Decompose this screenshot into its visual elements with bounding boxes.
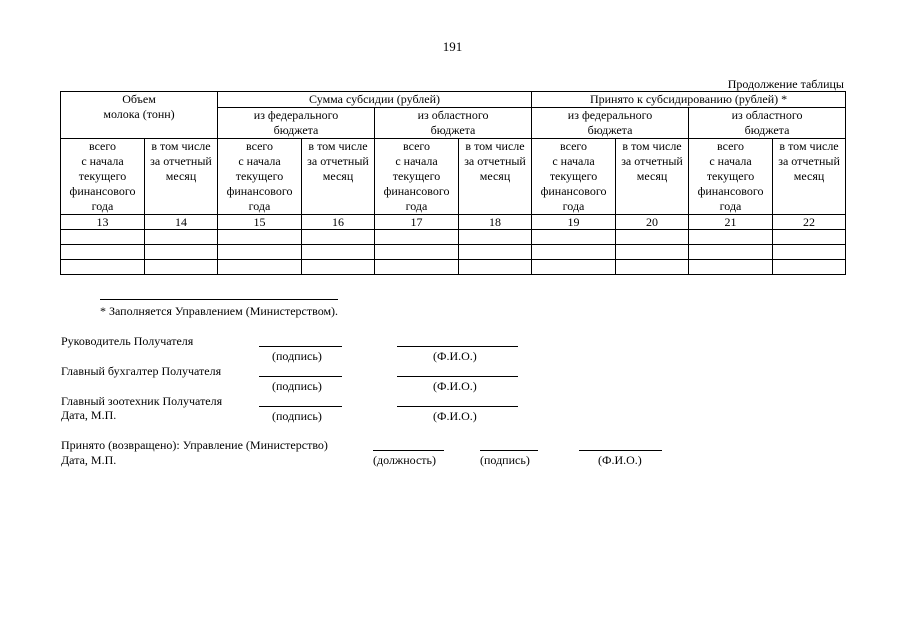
- table-cell: [375, 260, 459, 275]
- header-total-since-year-start: всего с начала текущего финансового года: [218, 139, 302, 215]
- header-reporting-month: в том числе за отчетный месяц: [773, 139, 846, 215]
- table-cell: [532, 230, 616, 245]
- column-number: 16: [302, 215, 375, 230]
- table-cell: [689, 245, 773, 260]
- signature-caption: (подпись): [272, 379, 322, 393]
- header-accepted-federal: из федерального бюджета: [532, 108, 689, 139]
- column-number-row: [61, 215, 846, 230]
- footnote: * Заполняется Управлением (Министерством).: [100, 304, 339, 318]
- signature-caption: (подпись): [272, 349, 322, 363]
- table-row: [61, 245, 846, 260]
- name-line: [397, 376, 518, 377]
- column-number: 20: [616, 215, 689, 230]
- chief-accountant-label: Главный бухгалтер Получателя: [61, 364, 222, 378]
- table-cell: [616, 230, 689, 245]
- header-total-since-year-start: всего с начала текущего финансового года: [375, 139, 459, 215]
- table-cell: [689, 230, 773, 245]
- name-caption: (Ф.И.О.): [433, 409, 477, 423]
- table-cell: [145, 260, 218, 275]
- name-caption: (Ф.И.О.): [598, 453, 642, 467]
- subsidy-table: [60, 91, 846, 275]
- table-cell: [218, 260, 302, 275]
- table-cell: [302, 260, 375, 275]
- column-number: 19: [532, 215, 616, 230]
- footnote-rule: [100, 299, 338, 300]
- table-cell: [218, 230, 302, 245]
- header-reporting-month: в том числе за отчетный месяц: [145, 139, 218, 215]
- table-cell: [145, 230, 218, 245]
- header-subsidy-regional: из областного бюджета: [375, 108, 532, 139]
- signature-caption: (подпись): [272, 409, 322, 423]
- column-number: 13: [61, 215, 145, 230]
- table-cell: [375, 230, 459, 245]
- table-continuation-label: Продолжение таблицы: [727, 77, 844, 91]
- header-reporting-month: в том числе за отчетный месяц: [459, 139, 532, 215]
- header-total-since-year-start: всего с начала текущего финансового года: [689, 139, 773, 215]
- table-cell: [773, 230, 846, 245]
- signature-line: [259, 376, 342, 377]
- table-cell: [218, 245, 302, 260]
- table-cell: [61, 260, 145, 275]
- signature-caption: (подпись): [480, 453, 530, 467]
- table-row: [61, 260, 846, 275]
- header-reporting-month: в том числе за отчетный месяц: [302, 139, 375, 215]
- table-cell: [375, 245, 459, 260]
- table-cell: [773, 260, 846, 275]
- header-reporting-month: в том числе за отчетный месяц: [616, 139, 689, 215]
- column-number: 15: [218, 215, 302, 230]
- table-cell: [616, 245, 689, 260]
- table-cell: [689, 260, 773, 275]
- table-header-row-1: [61, 92, 846, 108]
- page-number: 191: [442, 39, 463, 54]
- header-subsidy-sum: Сумма субсидии (рублей): [218, 92, 532, 108]
- table-cell: [302, 230, 375, 245]
- table-cell: [532, 245, 616, 260]
- name-caption: (Ф.И.О.): [433, 349, 477, 363]
- column-number: 14: [145, 215, 218, 230]
- column-number: 17: [375, 215, 459, 230]
- table-cell: [61, 245, 145, 260]
- chief-zootechnician-label: Главный зоотехник Получателя: [61, 394, 223, 408]
- signature-line: [480, 450, 538, 451]
- table-cell: [459, 245, 532, 260]
- table-header-row-3: [61, 139, 846, 215]
- position-caption: (должность): [373, 453, 436, 467]
- table-cell: [773, 245, 846, 260]
- date-stamp-label: Дата, М.П.: [61, 453, 117, 467]
- name-caption: (Ф.И.О.): [433, 379, 477, 393]
- table-cell: [61, 230, 145, 245]
- name-line: [397, 346, 518, 347]
- column-number: 21: [689, 215, 773, 230]
- table-cell: [302, 245, 375, 260]
- name-line: [397, 406, 518, 407]
- header-total-since-year-start: всего с начала текущего финансового года: [532, 139, 616, 215]
- signature-line: [259, 346, 342, 347]
- table-cell: [616, 260, 689, 275]
- column-number: 22: [773, 215, 846, 230]
- name-line: [579, 450, 662, 451]
- header-total-since-year-start: всего с начала текущего финансового года: [61, 139, 145, 215]
- header-subsidy-federal: из федерального бюджета: [218, 108, 375, 139]
- column-number: 18: [459, 215, 532, 230]
- signature-line: [259, 406, 342, 407]
- date-stamp-label: Дата, М.П.: [61, 408, 117, 422]
- table-cell: [532, 260, 616, 275]
- table-cell: [145, 245, 218, 260]
- position-line: [373, 450, 444, 451]
- accepted-returned-label: Принято (возвращено): Управление (Министерство): [61, 438, 328, 452]
- table-cell: [459, 260, 532, 275]
- table-row: [61, 230, 846, 245]
- header-accepted-for-subsidy: Принято к субсидированию (рублей) *: [532, 92, 846, 108]
- header-accepted-regional: из областного бюджета: [689, 108, 846, 139]
- table-cell: [459, 230, 532, 245]
- head-of-recipient-label: Руководитель Получателя: [61, 334, 194, 348]
- header-milk-volume: Объем молока (тонн): [61, 92, 218, 139]
